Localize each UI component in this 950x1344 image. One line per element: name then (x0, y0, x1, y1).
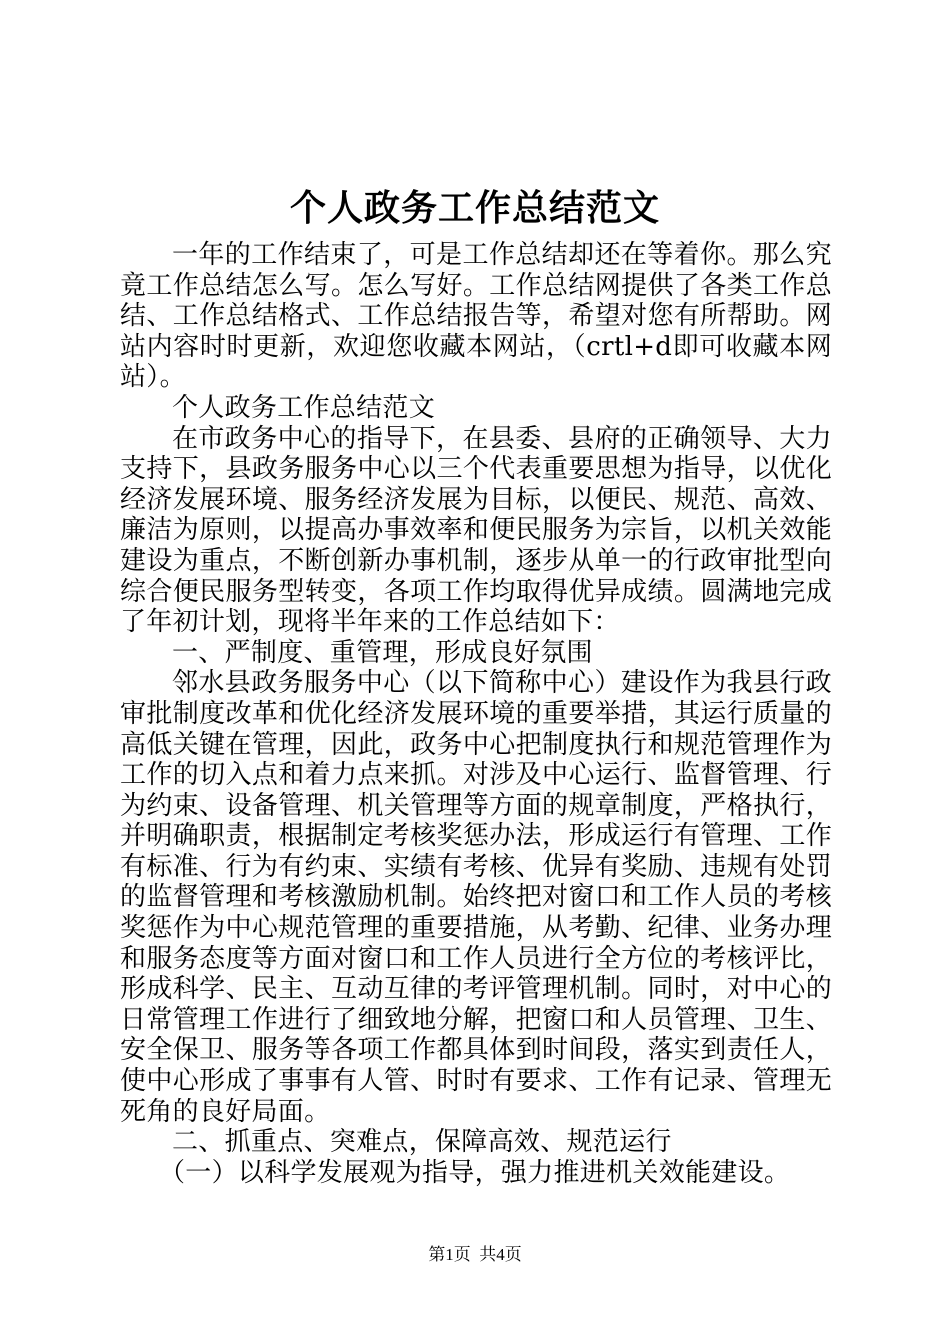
section-heading: 一、严制度、重管理，形成良好氛围 (172, 637, 593, 668)
body-paragraph: 邻水县政务服务中心（以下简称中心）建设作为我县行政审批制度改革和优化经济发展环境的重要举措，其运行质量的高低关键在管理，因此，政务中心把制度执行和规范管理作为工作的切入点和着力点来抓。对涉及中心运行、监督管理、行为约束、设备管理、机关管理等方面的规章制度，严格执行，并明确职责，根据制定考核奖惩办法，形成运行有管理、工作有标准、行为有约束、实绩有考核、优异有奖励、违规有处罚的监督管理和考核激励机制。始终把对窗口和工作人员的考核奖惩作为中心规范管理的重要措施，从考勤、纪律、业务办理和服务态度等方面对窗口和工作人员进行全方位的考核评比，形成科学、民主、互动互律的考评管理机制。同时，对中心的日常管理工作进行了细致地分解，把窗口和人员管理、卫生、安全保卫、服务等各项工作都具体到时间段，落实到责任人，使中心形成了事事有人管、时时有要求、工作有记录、管理无死角的良好局面。 (120, 668, 832, 1127)
section-heading: 二、抓重点、突难点，保障高效、规范运行 (172, 1127, 672, 1158)
page-number: 第1页 共4页 (428, 1245, 522, 1264)
page-footer (0, 1244, 950, 1266)
body-paragraph: 在市政务中心的指导下，在县委、县府的正确领导、大力支持下，县政务服务中心以三个代表重要思想为指导，以优化经济发展环境、服务经济发展为目标，以便民、规范、高效、廉洁为原则，以提高办事效率和便民服务为宗旨，以机关效能建设为重点，不断创新办事机制，逐步从单一的行政审批型向综合便民服务型转变，各项工作均取得优异成绩。圆满地完成了年初计划，现将半年来的工作总结如下： (120, 423, 832, 638)
subtitle-paragraph: 个人政务工作总结范文 (172, 392, 436, 423)
subsection-heading: （一）以科学发展观为指导，强力推进机关效能建设。 (159, 1157, 791, 1188)
intro-paragraph: 一年的工作结束了，可是工作总结却还在等着你。那么究竟工作总结怎么写。怎么写好。工作总结网提供了各类工作总结、工作总结格式、工作总结报告等，希望对您有所帮助。网站内容时时更新，欢迎您收藏本网站，（crtl+d即可收藏本网站）。 (120, 240, 832, 393)
document-body (120, 240, 832, 1188)
document-title: 个人政务工作总结范文 (289, 187, 660, 229)
